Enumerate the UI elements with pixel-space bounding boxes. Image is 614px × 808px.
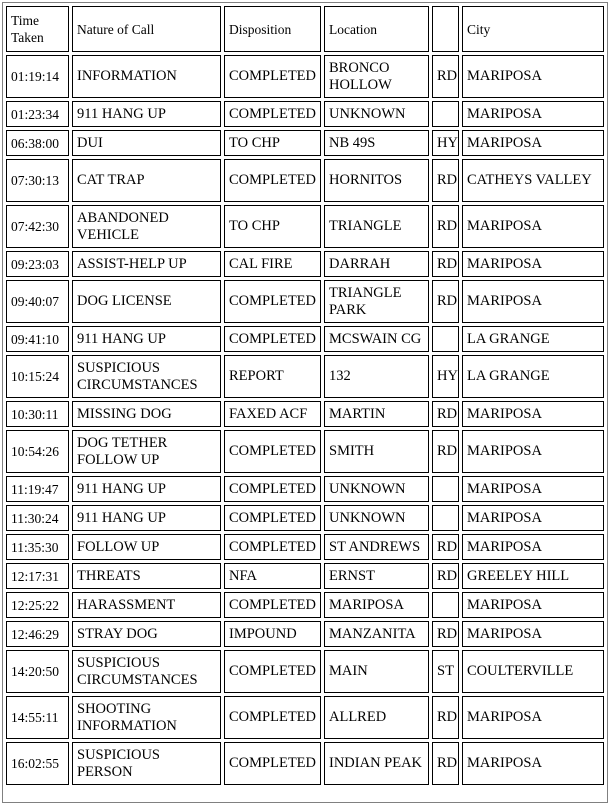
cell-time: 16:02:55 bbox=[6, 742, 69, 785]
cell-city: LA GRANGE bbox=[462, 355, 604, 398]
cell-suffix: RD bbox=[432, 696, 459, 739]
cell-disposition: TO CHP bbox=[224, 205, 321, 248]
cell-nature: ASSIST-HELP UP bbox=[72, 251, 221, 277]
cell-nature: SUSPICIOUS CIRCUMSTANCES bbox=[72, 355, 221, 398]
cell-location: DARRAH bbox=[324, 251, 429, 277]
table-body bbox=[6, 55, 604, 785]
cell-city: MARIPOSA bbox=[462, 55, 604, 98]
header-suffix bbox=[432, 6, 459, 52]
cell-city: COULTERVILLE bbox=[462, 650, 604, 693]
cell-disposition: REPORT bbox=[224, 355, 321, 398]
cell-disposition: COMPLETED bbox=[224, 430, 321, 473]
table-row bbox=[6, 534, 604, 560]
cell-disposition: COMPLETED bbox=[224, 55, 321, 98]
cell-time: 07:30:13 bbox=[6, 159, 69, 202]
cell-time: 11:30:24 bbox=[6, 505, 69, 531]
cell-nature: FOLLOW UP bbox=[72, 534, 221, 560]
cell-nature: INFORMATION bbox=[72, 55, 221, 98]
cell-disposition: CAL FIRE bbox=[224, 251, 321, 277]
cell-disposition: NFA bbox=[224, 563, 321, 589]
cell-suffix bbox=[432, 592, 459, 618]
cell-disposition: FAXED ACF bbox=[224, 401, 321, 427]
cell-time: 01:19:14 bbox=[6, 55, 69, 98]
cell-city: GREELEY HILL bbox=[462, 563, 604, 589]
cell-city: MARIPOSA bbox=[462, 592, 604, 618]
cell-location: NB 49S bbox=[324, 130, 429, 156]
cell-suffix: RD bbox=[432, 401, 459, 427]
cell-city: MARIPOSA bbox=[462, 621, 604, 647]
table-row bbox=[6, 430, 604, 473]
cell-time: 14:55:11 bbox=[6, 696, 69, 739]
header-time: Time Taken bbox=[6, 6, 69, 52]
cell-location: MARTIN bbox=[324, 401, 429, 427]
cell-nature: SHOOTING INFORMATION bbox=[72, 696, 221, 739]
cell-city: MARIPOSA bbox=[462, 534, 604, 560]
call-log-container bbox=[2, 2, 608, 803]
cell-nature: 911 HANG UP bbox=[72, 326, 221, 352]
cell-time: 10:15:24 bbox=[6, 355, 69, 398]
cell-nature: DUI bbox=[72, 130, 221, 156]
cell-disposition: COMPLETED bbox=[224, 476, 321, 502]
cell-city: MARIPOSA bbox=[462, 205, 604, 248]
table-row bbox=[6, 355, 604, 398]
table-row bbox=[6, 159, 604, 202]
cell-time: 09:41:10 bbox=[6, 326, 69, 352]
cell-nature: CAT TRAP bbox=[72, 159, 221, 202]
cell-disposition: COMPLETED bbox=[224, 326, 321, 352]
cell-location: BRONCO HOLLOW bbox=[324, 55, 429, 98]
cell-disposition: COMPLETED bbox=[224, 650, 321, 693]
cell-time: 11:19:47 bbox=[6, 476, 69, 502]
cell-time: 12:17:31 bbox=[6, 563, 69, 589]
cell-suffix: HY bbox=[432, 355, 459, 398]
table-row bbox=[6, 101, 604, 127]
cell-time: 06:38:00 bbox=[6, 130, 69, 156]
table-row bbox=[6, 563, 604, 589]
cell-location: TRIANGLE PARK bbox=[324, 280, 429, 323]
cell-suffix bbox=[432, 476, 459, 502]
cell-city: MARIPOSA bbox=[462, 401, 604, 427]
cell-disposition: COMPLETED bbox=[224, 696, 321, 739]
cell-city: MARIPOSA bbox=[462, 476, 604, 502]
cell-location: TRIANGLE bbox=[324, 205, 429, 248]
cell-time: 14:20:50 bbox=[6, 650, 69, 693]
cell-disposition: COMPLETED bbox=[224, 592, 321, 618]
cell-suffix bbox=[432, 505, 459, 531]
table-row bbox=[6, 326, 604, 352]
cell-suffix: RD bbox=[432, 534, 459, 560]
cell-city: MARIPOSA bbox=[462, 505, 604, 531]
cell-disposition: COMPLETED bbox=[224, 534, 321, 560]
cell-suffix: HY bbox=[432, 130, 459, 156]
cell-time: 07:42:30 bbox=[6, 205, 69, 248]
cell-time: 09:40:07 bbox=[6, 280, 69, 323]
cell-nature: HARASSMENT bbox=[72, 592, 221, 618]
cell-time: 10:54:26 bbox=[6, 430, 69, 473]
cell-city: CATHEYS VALLEY bbox=[462, 159, 604, 202]
header-nature: Nature of Call bbox=[72, 6, 221, 52]
table-row bbox=[6, 251, 604, 277]
table-row bbox=[6, 130, 604, 156]
cell-suffix: RD bbox=[432, 621, 459, 647]
cell-time: 10:30:11 bbox=[6, 401, 69, 427]
cell-location: 132 bbox=[324, 355, 429, 398]
table-row bbox=[6, 696, 604, 739]
cell-disposition: COMPLETED bbox=[224, 159, 321, 202]
header-row bbox=[6, 6, 604, 52]
table-row bbox=[6, 650, 604, 693]
cell-location: UNKNOWN bbox=[324, 101, 429, 127]
cell-suffix: RD bbox=[432, 742, 459, 785]
cell-location: ALLRED bbox=[324, 696, 429, 739]
cell-nature: ABANDONED VEHICLE bbox=[72, 205, 221, 248]
cell-suffix bbox=[432, 101, 459, 127]
cell-city: MARIPOSA bbox=[462, 101, 604, 127]
cell-suffix: RD bbox=[432, 55, 459, 98]
cell-nature: DOG LICENSE bbox=[72, 280, 221, 323]
cell-nature: 911 HANG UP bbox=[72, 505, 221, 531]
cell-nature: THREATS bbox=[72, 563, 221, 589]
cell-disposition: TO CHP bbox=[224, 130, 321, 156]
cell-location: UNKNOWN bbox=[324, 476, 429, 502]
cell-city: MARIPOSA bbox=[462, 742, 604, 785]
table-row bbox=[6, 55, 604, 98]
cell-suffix: RD bbox=[432, 280, 459, 323]
cell-nature: SUSPICIOUS PERSON bbox=[72, 742, 221, 785]
cell-disposition: COMPLETED bbox=[224, 505, 321, 531]
cell-time: 12:46:29 bbox=[6, 621, 69, 647]
table-row bbox=[6, 621, 604, 647]
cell-time: 12:25:22 bbox=[6, 592, 69, 618]
cell-location: ST ANDREWS bbox=[324, 534, 429, 560]
cell-suffix: RD bbox=[432, 563, 459, 589]
cell-location: MAIN bbox=[324, 650, 429, 693]
cell-location: UNKNOWN bbox=[324, 505, 429, 531]
table-row bbox=[6, 476, 604, 502]
header-location: Location bbox=[324, 6, 429, 52]
table-row bbox=[6, 205, 604, 248]
cell-nature: MISSING DOG bbox=[72, 401, 221, 427]
table-row bbox=[6, 592, 604, 618]
cell-suffix: RD bbox=[432, 159, 459, 202]
header-disposition: Disposition bbox=[224, 6, 321, 52]
cell-suffix: RD bbox=[432, 430, 459, 473]
cell-location: SMITH bbox=[324, 430, 429, 473]
table-row bbox=[6, 742, 604, 785]
cell-nature: STRAY DOG bbox=[72, 621, 221, 647]
cell-city: MARIPOSA bbox=[462, 130, 604, 156]
cell-time: 01:23:34 bbox=[6, 101, 69, 127]
cell-location: INDIAN PEAK bbox=[324, 742, 429, 785]
cell-suffix bbox=[432, 326, 459, 352]
cell-nature: 911 HANG UP bbox=[72, 476, 221, 502]
table-row bbox=[6, 401, 604, 427]
cell-city: MARIPOSA bbox=[462, 251, 604, 277]
cell-disposition: IMPOUND bbox=[224, 621, 321, 647]
cell-location: MARIPOSA bbox=[324, 592, 429, 618]
cell-disposition: COMPLETED bbox=[224, 742, 321, 785]
cell-time: 11:35:30 bbox=[6, 534, 69, 560]
cell-disposition: COMPLETED bbox=[224, 101, 321, 127]
cell-disposition: COMPLETED bbox=[224, 280, 321, 323]
cell-city: MARIPOSA bbox=[462, 280, 604, 323]
cell-nature: SUSPICIOUS CIRCUMSTANCES bbox=[72, 650, 221, 693]
cell-suffix: RD bbox=[432, 205, 459, 248]
cell-city: MARIPOSA bbox=[462, 430, 604, 473]
cell-location: MCSWAIN CG bbox=[324, 326, 429, 352]
cell-location: ERNST bbox=[324, 563, 429, 589]
cell-city: LA GRANGE bbox=[462, 326, 604, 352]
cell-location: HORNITOS bbox=[324, 159, 429, 202]
call-log-table bbox=[3, 3, 607, 788]
table-row bbox=[6, 280, 604, 323]
cell-suffix: RD bbox=[432, 251, 459, 277]
header-city: City bbox=[462, 6, 604, 52]
cell-city: MARIPOSA bbox=[462, 696, 604, 739]
cell-time: 09:23:03 bbox=[6, 251, 69, 277]
cell-nature: DOG TETHER FOLLOW UP bbox=[72, 430, 221, 473]
cell-nature: 911 HANG UP bbox=[72, 101, 221, 127]
cell-location: MANZANITA bbox=[324, 621, 429, 647]
cell-suffix: ST bbox=[432, 650, 459, 693]
table-row bbox=[6, 505, 604, 531]
